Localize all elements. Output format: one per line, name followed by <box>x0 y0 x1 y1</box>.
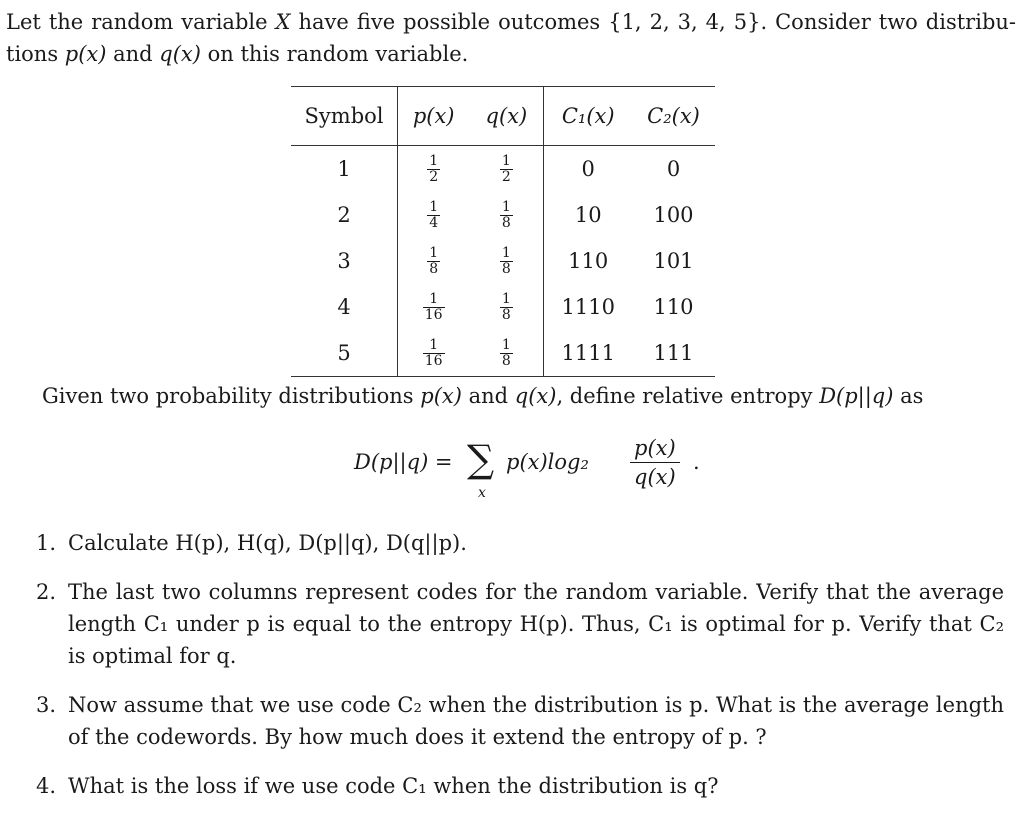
question-item-2 <box>36 576 1004 672</box>
cell-p <box>398 238 470 284</box>
given-text-b: and <box>461 384 515 408</box>
fraction-numerator: 1 <box>429 198 439 215</box>
header-symbol: Symbol <box>291 87 398 146</box>
intro-text-b: have five possible outcomes {1, 2, 3, 4, 5}. Consider two distribu-tions <box>6 10 1017 66</box>
question-item-1 <box>36 527 1004 559</box>
fraction <box>500 338 513 369</box>
fraction-numerator: 1 <box>429 244 439 261</box>
table-row <box>291 146 715 193</box>
intro-text-a: Let the random variable <box>6 10 276 34</box>
fraction-denominator: 16 <box>424 306 443 323</box>
cell-q <box>469 238 544 284</box>
intro-q-x: q(x) <box>159 42 201 66</box>
cell-symbol: 4 <box>291 284 398 330</box>
fraction-numerator: 1 <box>501 244 511 261</box>
fraction <box>427 200 440 231</box>
cell-symbol: 1 <box>291 146 398 193</box>
fraction-denominator: 2 <box>429 168 439 185</box>
cell-c2: 100 <box>653 203 694 227</box>
cell-c1: 0 <box>581 157 595 181</box>
fraction <box>423 292 445 323</box>
distribution-table <box>291 86 715 377</box>
cell-p <box>398 146 470 193</box>
fraction <box>500 292 513 323</box>
cell-p <box>398 192 470 238</box>
cell-symbol: 2 <box>291 192 398 238</box>
formula-sigma: ∑ <box>467 437 495 481</box>
intro-text-c: and <box>106 42 160 66</box>
fraction-denominator: 8 <box>501 352 511 369</box>
relative-entropy-formula <box>354 430 700 510</box>
table-row <box>291 238 715 284</box>
cell-q <box>469 192 544 238</box>
fraction-denominator: 8 <box>429 260 439 277</box>
question-item-4 <box>36 770 1004 802</box>
formula-lhs: D(p||q) = <box>354 450 453 474</box>
question-list <box>36 527 1004 819</box>
intro-text-d: on this random variable. <box>200 42 469 66</box>
fraction-numerator: 1 <box>423 292 445 308</box>
cell-c2: 101 <box>653 249 694 273</box>
given-paragraph <box>42 380 1012 412</box>
cell-q <box>469 146 544 193</box>
question-text: Now assume that we use code C₂ when the distribution is p. What is the average length of the codewords. By how much does it extend the entropy of p. ? <box>68 693 1004 749</box>
question-text: Calculate H(p), H(q), D(p||q), D(q||p). <box>68 531 467 555</box>
question-label: 1. <box>36 531 57 555</box>
fraction-numerator: 1 <box>429 152 439 169</box>
given-text-d: as <box>893 384 924 408</box>
question-text: What is the loss if we use code C₁ when the distribution is q? <box>68 774 719 798</box>
header-p: p(x) <box>412 104 455 128</box>
table-header-row <box>291 87 715 146</box>
table-body <box>291 146 715 377</box>
formula-body: p(x)log₂ <box>506 450 589 474</box>
cell-c1: 110 <box>568 249 609 273</box>
cell-q <box>469 330 544 377</box>
formula-fraction <box>630 434 680 491</box>
header-c2: C₂(x) <box>647 104 700 128</box>
given-p-x: p(x) <box>420 384 462 408</box>
distribution-table-wrapper <box>291 86 715 377</box>
fraction-numerator: 1 <box>501 336 511 353</box>
fraction <box>500 246 513 277</box>
fraction-numerator: 1 <box>501 152 511 169</box>
intro-var-x: X <box>275 10 291 34</box>
formula-fraction-denominator: q(x) <box>634 465 676 489</box>
fraction <box>500 200 513 231</box>
given-text-c: , define relative entropy <box>556 384 820 408</box>
fraction <box>423 338 445 369</box>
table-row <box>291 284 715 330</box>
fraction-denominator: 8 <box>501 214 511 231</box>
fraction-denominator: 16 <box>424 352 443 369</box>
cell-c1: 1111 <box>561 341 615 365</box>
cell-symbol: 3 <box>291 238 398 284</box>
fraction <box>427 154 440 185</box>
cell-c1: 1110 <box>561 295 615 319</box>
intro-paragraph <box>6 6 1016 70</box>
table-row <box>291 330 715 377</box>
given-q-x: q(x) <box>514 384 557 408</box>
question-text: The last two columns represent codes for the random variable. Verify that the average length C₁ under p is equal to the entropy H(p). Thus, C₁ is optimal for p. Verify that C₂ is optimal for q. <box>68 580 1004 668</box>
fraction-denominator: 8 <box>501 260 511 277</box>
question-item-3 <box>36 689 1004 753</box>
cell-symbol: 5 <box>291 330 398 377</box>
cell-q <box>469 284 544 330</box>
cell-c2: 0 <box>666 157 681 181</box>
intro-p-x: p(x) <box>64 42 107 66</box>
cell-p <box>398 330 470 377</box>
fraction-denominator: 4 <box>429 214 439 231</box>
fraction <box>500 154 513 185</box>
fraction-denominator: 8 <box>501 306 511 323</box>
header-q: q(x) <box>469 87 544 146</box>
fraction-numerator: 1 <box>501 198 511 215</box>
cell-c2: 111 <box>653 341 694 365</box>
formula-fraction-numerator: p(x) <box>630 434 680 463</box>
question-label: 2. <box>36 580 57 604</box>
formula-period: . <box>693 450 700 474</box>
fraction-numerator: 1 <box>423 338 445 354</box>
table-row <box>291 192 715 238</box>
given-text-a: Given two probability distributions <box>42 384 421 408</box>
fraction-numerator: 1 <box>501 290 511 307</box>
header-c1: C₁(x) <box>561 104 615 128</box>
question-label: 3. <box>36 693 57 717</box>
cell-c1: 10 <box>574 203 602 227</box>
fraction-denominator: 2 <box>501 168 511 185</box>
question-label: 4. <box>36 774 57 798</box>
formula-sum-subscript: x <box>478 485 486 501</box>
given-d-pq: D(p||q) <box>819 384 894 408</box>
cell-p <box>398 284 470 330</box>
fraction <box>427 246 440 277</box>
cell-c2: 110 <box>653 295 694 319</box>
